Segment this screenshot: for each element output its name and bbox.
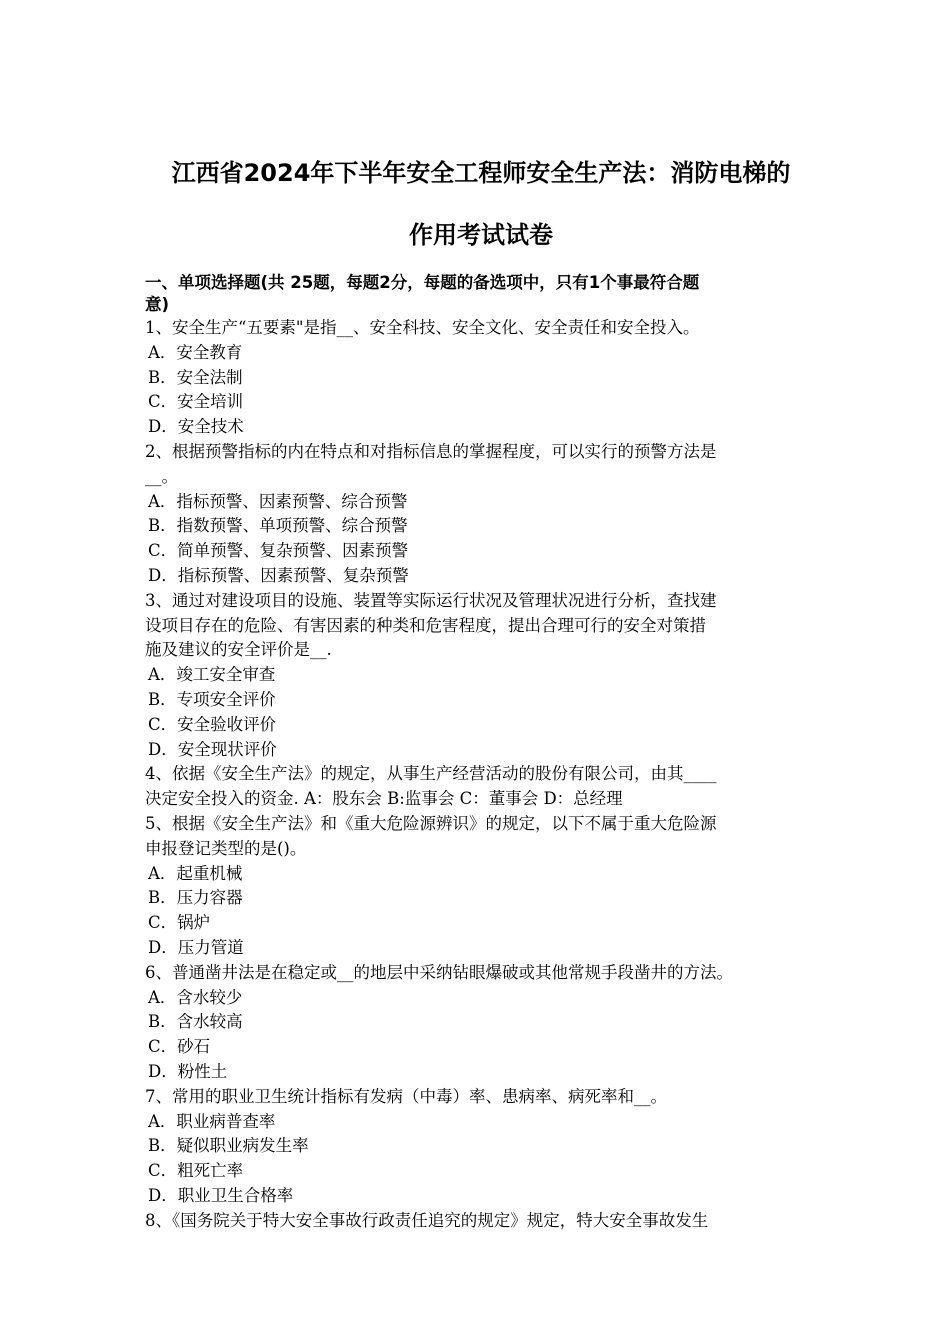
- answer-option: A．安全教育: [148, 342, 243, 362]
- document-content: [145, 142, 817, 1233]
- section-heading: [145, 272, 817, 316]
- answer-option: A．起重机械: [148, 863, 243, 883]
- answer-option: C．简单预警、复杂预警、因素预警: [148, 541, 409, 561]
- answer-option: A．竣工安全审查: [148, 665, 276, 685]
- question-text-line: 决定安全投入的资金. A：股东会 B:监事会 C：董事会 D：总经理: [145, 789, 623, 809]
- answer-option: B．压力容器: [148, 888, 243, 908]
- question-text-line: __。: [145, 466, 178, 486]
- answer-option: B．含水较高: [148, 1012, 243, 1032]
- answer-option: C．安全培训: [148, 392, 244, 412]
- question-list: [145, 316, 817, 1233]
- question-text-line: 4、依据《安全生产法》的规定，从事生产经营活动的股份有限公司，由其____: [145, 764, 717, 784]
- answer-option: D．安全现状评价: [148, 739, 277, 759]
- answer-option: C．粗死亡率: [148, 1161, 244, 1181]
- answer-option: C．锅炉: [148, 913, 211, 933]
- document-title-line-1: 江西省2024年下半年安全工程师安全生产法：消防电梯的: [171, 159, 791, 187]
- question-text-line: 3、通过对建设项目的设施、装置等实际运行状况及管理状况进行分析，查找建: [145, 590, 717, 610]
- answer-option: A．含水较少: [148, 987, 243, 1007]
- answer-option: D．安全技术: [148, 417, 244, 437]
- section-heading-line-2: 意): [145, 295, 170, 314]
- answer-option: B．专项安全评价: [148, 689, 276, 709]
- answer-option: C．砂石: [148, 1037, 211, 1057]
- answer-option: A．职业病普查率: [148, 1111, 276, 1131]
- answer-option: D．压力管道: [148, 937, 244, 957]
- question-text-line: 设项目存在的危险、有害因素的种类和危害程度，提出合理可行的安全对策措: [145, 615, 706, 635]
- answer-option: D．职业卫生合格率: [148, 1185, 294, 1205]
- answer-option: D．指标预警、因素预警、复杂预警: [148, 565, 409, 585]
- section-heading-line-1: 一、单项选择题(共 25题，每题2分，每题的备选项中，只有1个事最符合题: [145, 273, 700, 292]
- question-text-line: 1、安全生产“五要素"是指__、安全科技、安全文化、安全责任和安全投入。: [145, 318, 700, 337]
- answer-option: D．粉性土: [148, 1061, 228, 1081]
- answer-option: A．指标预警、因素预警、综合预警: [148, 491, 408, 511]
- answer-option: C．安全验收评价: [148, 714, 277, 734]
- question-text-line: 7、常用的职业卫生统计指标有发病（中毒）率、患病率、病死率和__。: [145, 1086, 667, 1106]
- question-text-line: 申报登记类型的是()。: [145, 838, 307, 858]
- answer-option: B．安全法制: [148, 367, 243, 387]
- question-text-line: 8、《国务院关于特大安全事故行政责任追究的规定》规定，特大安全事故发生: [145, 1210, 709, 1230]
- question-text-line: 5、根据《安全生产法》和《重大危险源辨识》的规定，以下不属于重大危险源: [145, 813, 717, 833]
- question-text-line: 6、普通凿井法是在稳定或__的地层中采纳钻眼爆破或其他常规手段凿井的方法。: [145, 962, 733, 982]
- question-text-line: 施及建议的安全评价是__.: [145, 640, 332, 660]
- question-text-line: 2、根据预警指标的内在特点和对指标信息的掌握程度，可以实行的预警方法是: [145, 441, 717, 461]
- answer-option: B．疑似职业病发生率: [148, 1136, 309, 1156]
- document-title-line-2: 作用考试试卷: [409, 221, 553, 249]
- answer-option: B．指数预警、单项预警、综合预警: [148, 516, 408, 536]
